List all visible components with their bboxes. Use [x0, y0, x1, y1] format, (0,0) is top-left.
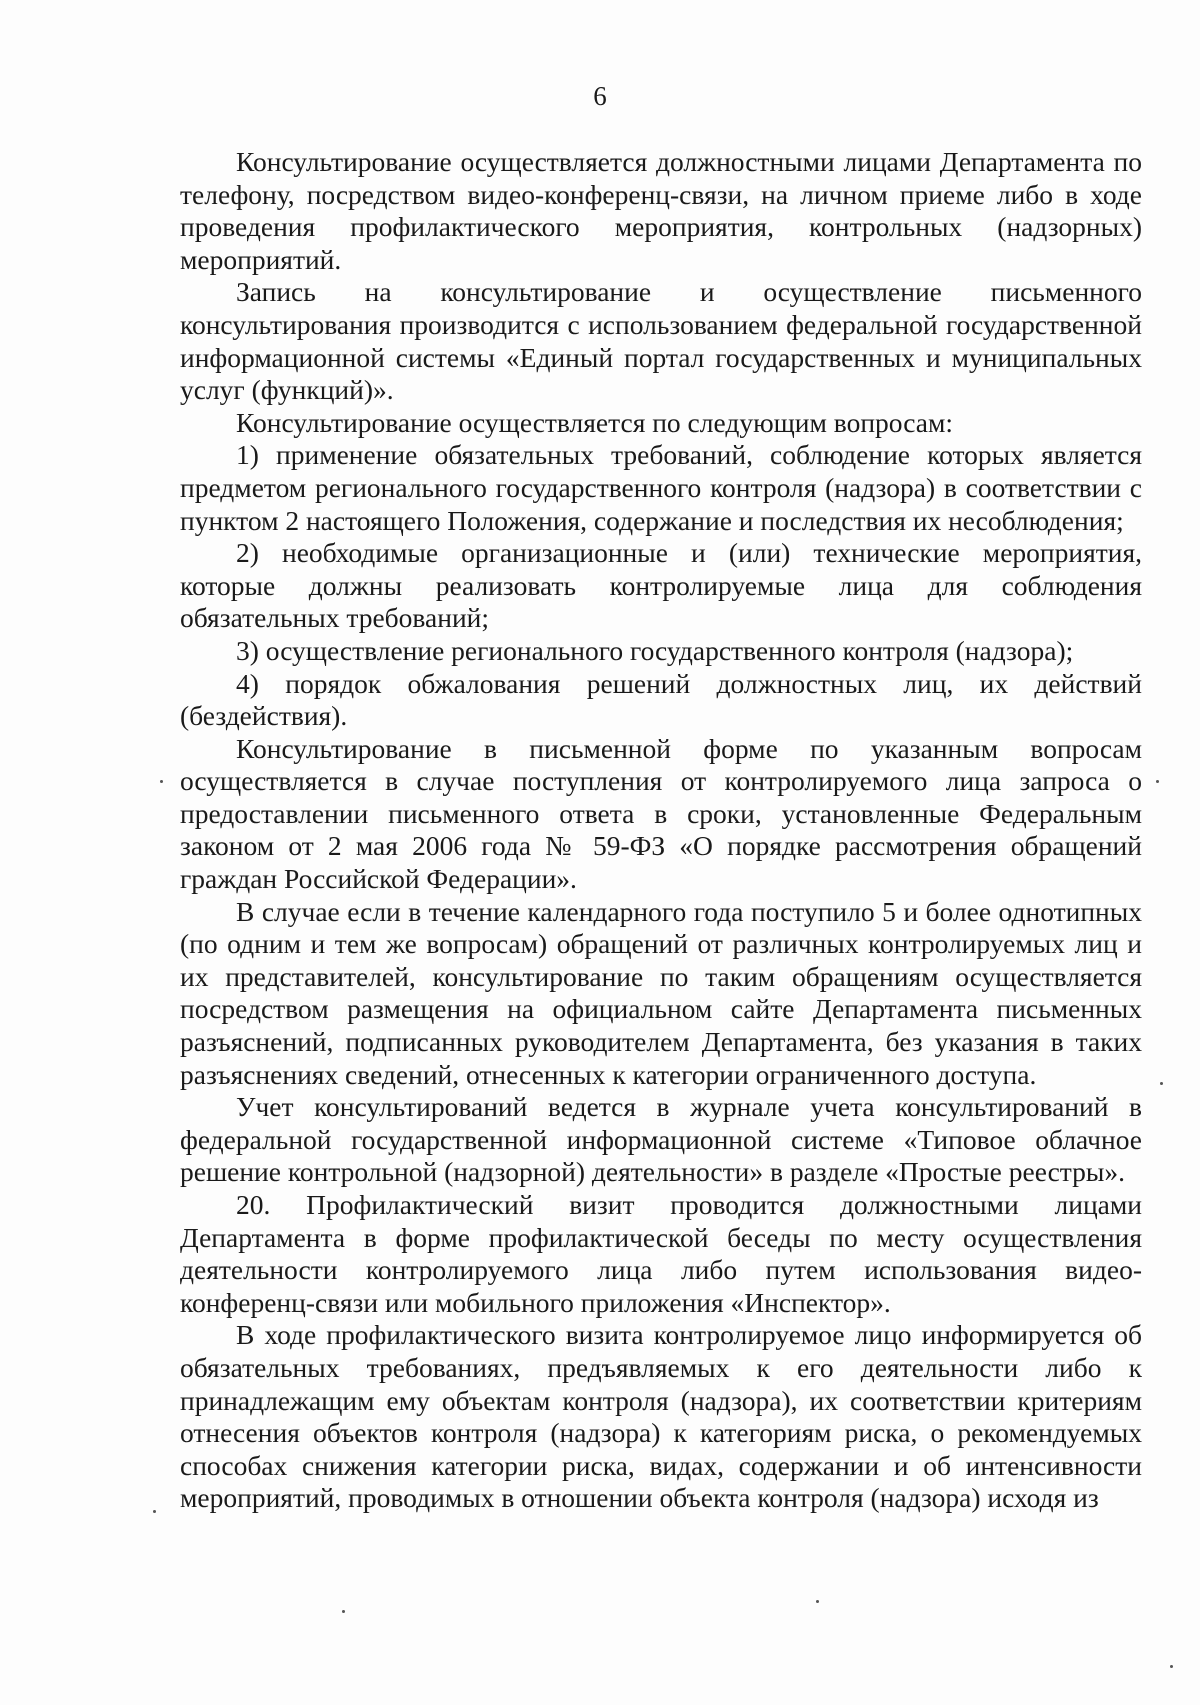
- scan-speck: [1170, 1665, 1173, 1668]
- paragraph-consultation-journal: Учет консультирований ведется в журнале учета консультирований в федеральной государственной информационной системе «Типовое облачное решение контрольной (надзорной) деятельности» в разделе «Простые реестры».: [180, 1091, 1142, 1188]
- paragraph-consultation-registration: Запись на консультирование и осуществление письменного консультирования производится с использованием федеральной государственной информационной системы «Единый портал государственных и муниципальных услуг (функций)».: [180, 276, 1142, 406]
- scan-speck: [1160, 1082, 1163, 1085]
- scan-speck: [1156, 780, 1159, 783]
- list-item-3: 3) осуществление регионального государственного контроля (надзора);: [236, 634, 1074, 666]
- page-number: 6: [593, 81, 607, 111]
- scan-speck: [153, 1510, 156, 1513]
- paragraph-consultation-channels: Консультирование осуществляется должностными лицами Департамента по телефону, посредством видео-конференц-связи, на личном приеме либо в ходе проведения профилактического мероприятия, контрольных (надзорных) мероприятий.: [180, 146, 1142, 275]
- document-body: [180, 146, 1142, 1515]
- paragraph-preventive-visit: В ходе профилактического визита контролируемое лицо информируется об обязательных требованиях, предъявляемых к его деятельности либо к принадлежащим ему объектам контроля (надзора), их соответствии критериям отнесения объектов контроля (надзора) к категориям риска, о рекомендуемых способах снижения категории риска, видах, содержании и об интенсивности мероприятий, проводимых в отношении объекта контроля (надзора) исходя из: [180, 1319, 1142, 1514]
- scan-speck: [816, 1600, 819, 1603]
- paragraph-written-consultation: Консультирование в письменной форме по указанным вопросам осуществляется в случае поступления от контролируемого лица запроса о предоставлении письменного ответа в сроки, установленные Федеральным законом от 2 мая 2006 года № 59-ФЗ «О порядке рассмотрения обращений граждан Российской Федерации».: [180, 732, 1142, 895]
- paragraph-section-20: 20. Профилактический визит проводится должностными лицами Департамента в форме профилактической беседы по месту осуществления деятельности контролируемого лица либо путем использования видео-конференц-связи или мобильного приложения «Инспектор».: [180, 1189, 1142, 1318]
- scan-speck: [342, 1610, 345, 1613]
- list-item-4: 4) порядок обжалования решений должностных лиц, их действий (бездействия).: [180, 667, 1142, 732]
- list-item-2: 2) необходимые организационные и (или) технические мероприятия, которые должны реализовать контролируемые лица для соблюдения обязательных требований;: [180, 537, 1142, 634]
- list-item-1: 1) применение обязательных требований, соблюдение которых является предметом регионального государственного контроля (надзора) в соответствии с пунктом 2 настоящего Положения, содержание и последствия их несоблюдения;: [180, 439, 1142, 536]
- scan-speck: [160, 780, 163, 783]
- paragraph-consultation-topics-intro: Консультирование осуществляется по следующим вопросам:: [236, 406, 954, 438]
- paragraph-repeated-requests: В случае если в течение календарного года поступило 5 и более однотипных (по одним и тем же вопросам) обращений от различных контролируемых лиц и их представителей, консультирование по таким обращениям осуществляется посредством размещения на официальном сайте Департамента письменных разъяснений, подписанных руководителем Департамента, без указания в таких разъяснениях сведений, отнесенных к категории ограниченного доступа.: [180, 895, 1142, 1090]
